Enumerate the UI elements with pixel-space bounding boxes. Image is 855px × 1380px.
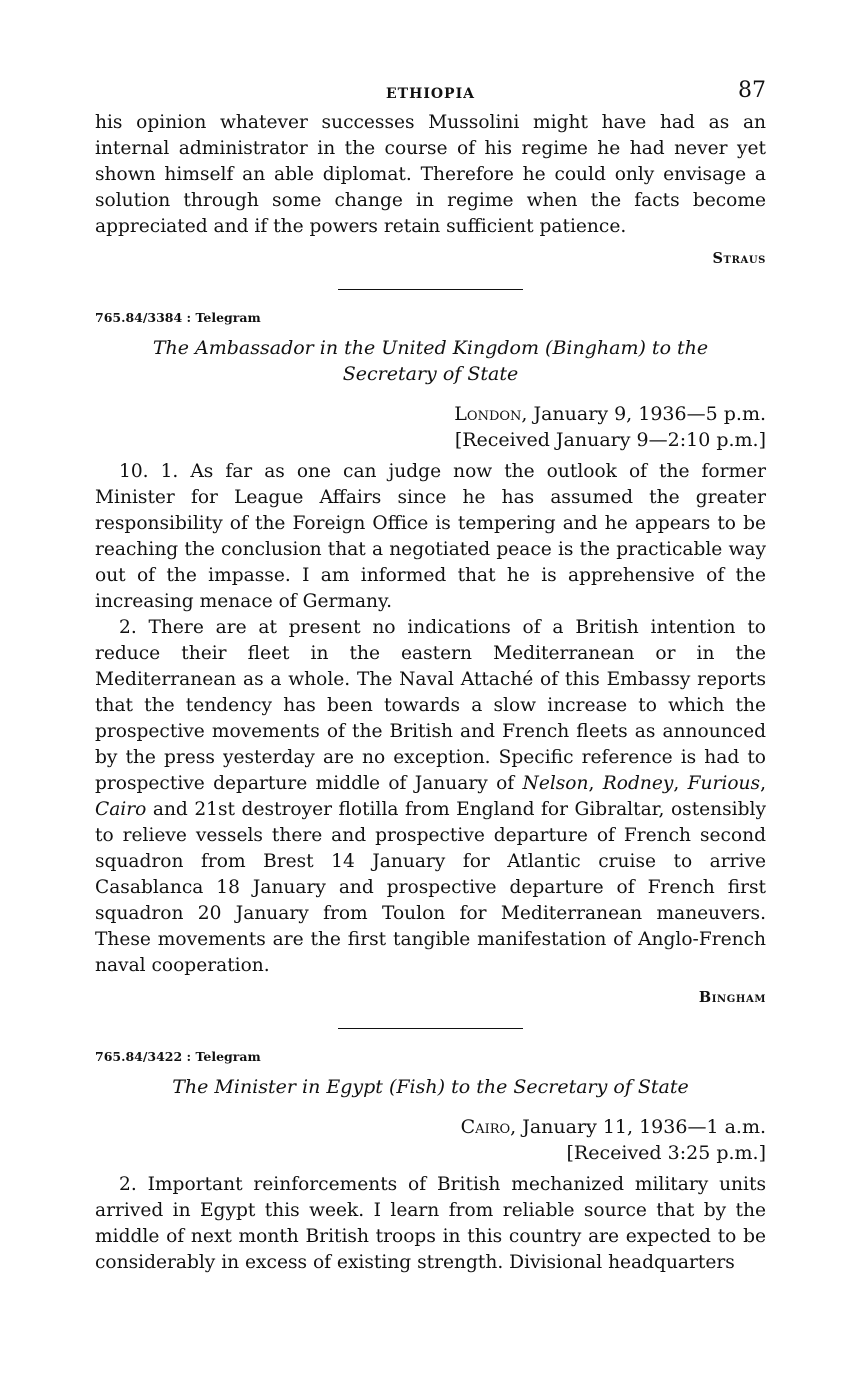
paragraph: 2. Important reinforcements of British mechanized military units arrived in Egypt this week. I learn from reliable source that by the middle of next month British troops in this country are expected to be considerably in excess of existing strength. Divisional headquarters bbox=[95, 1174, 766, 1273]
separator: , bbox=[673, 773, 688, 794]
dateline-received: [Received 3:25 p.m.] bbox=[566, 1142, 766, 1164]
dateline bbox=[95, 401, 766, 453]
signature-straus: Straus bbox=[712, 250, 766, 267]
paragraph-text: 2. There are at present no indications of a British intention to reduce their fleet in the eastern Mediterranean or in the Mediterranean as a whole. The Naval Attaché of this Embassy reports that the tendency has been towards a slow increase to which the prospective movements of the British and French fleets as announced by the press yesterday are no exception. Specific reference is had to prospective departure middle of January of bbox=[95, 617, 766, 794]
running-header bbox=[95, 76, 766, 110]
dateline-city: Cairo bbox=[460, 1116, 511, 1138]
ship-name: Furious bbox=[687, 773, 761, 794]
dateline-received: [Received January 9—2:10 p.m.] bbox=[454, 429, 766, 451]
dateline bbox=[95, 1114, 766, 1166]
dateline-city: London bbox=[454, 403, 522, 425]
document-page bbox=[95, 76, 766, 1276]
ship-name: Rodney bbox=[602, 773, 674, 794]
paragraph bbox=[95, 615, 766, 979]
paragraph: his opinion whatever successes Mussolini might have had as an internal administrator in the course of his regime he had never yet shown himself an able diplomat. Therefore he could only envisage a solution through some change in regime when the facts become appreciated and if the powers retain sufficient patience. bbox=[95, 112, 766, 237]
paragraph-text: and 21st destroyer flotilla from England for Gibraltar, ostensibly to relieve vessels there and prospective departure of French second squadron from Brest 14 January for Atlantic cruise to arrive Casablanca 18 January and prospective departure of French first squadron 20 January from Toulon for Mediterranean maneuvers. These movements are the first tangible manifestation of Anglo-French naval cooperation. bbox=[95, 799, 766, 976]
file-reference: 765.84/3384 : Telegram bbox=[95, 310, 261, 325]
separator: , bbox=[588, 773, 603, 794]
page-number: 87 bbox=[738, 78, 766, 103]
ship-name: Nelson bbox=[522, 773, 589, 794]
section-divider bbox=[338, 1028, 523, 1029]
dateline-date: , January 11, 1936—1 a.m. bbox=[510, 1116, 766, 1138]
ship-name: Cairo bbox=[95, 799, 147, 820]
dateline-sent bbox=[95, 1114, 766, 1140]
running-title: ETHIOPIA bbox=[386, 86, 475, 102]
section-straus-continuation bbox=[95, 110, 766, 267]
signature-bingham: Bingham bbox=[698, 989, 766, 1006]
separator: , bbox=[760, 773, 766, 794]
document-title: The Minister in Egypt (Fish) to the Secretary of State bbox=[172, 1076, 689, 1098]
paragraph: 10. 1. As far as one can judge now the outlook of the former Minister for League Affairs since he has assumed the greater responsibility of the Foreign Office is tempering and he appears to be reaching the conclusion that a negotiated peace is the practicable way out of the impasse. I am informed that he is apprehensive of the increasing menace of Germany. bbox=[95, 461, 766, 612]
dateline-sent bbox=[95, 401, 766, 427]
file-reference: 765.84/3422 : Telegram bbox=[95, 1049, 261, 1064]
section-bingham-telegram bbox=[95, 310, 766, 1006]
document-title: The Ambassador in the United Kingdom (Bingham) to the Secretary of State bbox=[152, 337, 709, 385]
section-divider bbox=[338, 289, 523, 290]
dateline-date: , January 9, 1936—5 p.m. bbox=[521, 403, 766, 425]
section-fish-telegram bbox=[95, 1049, 766, 1276]
